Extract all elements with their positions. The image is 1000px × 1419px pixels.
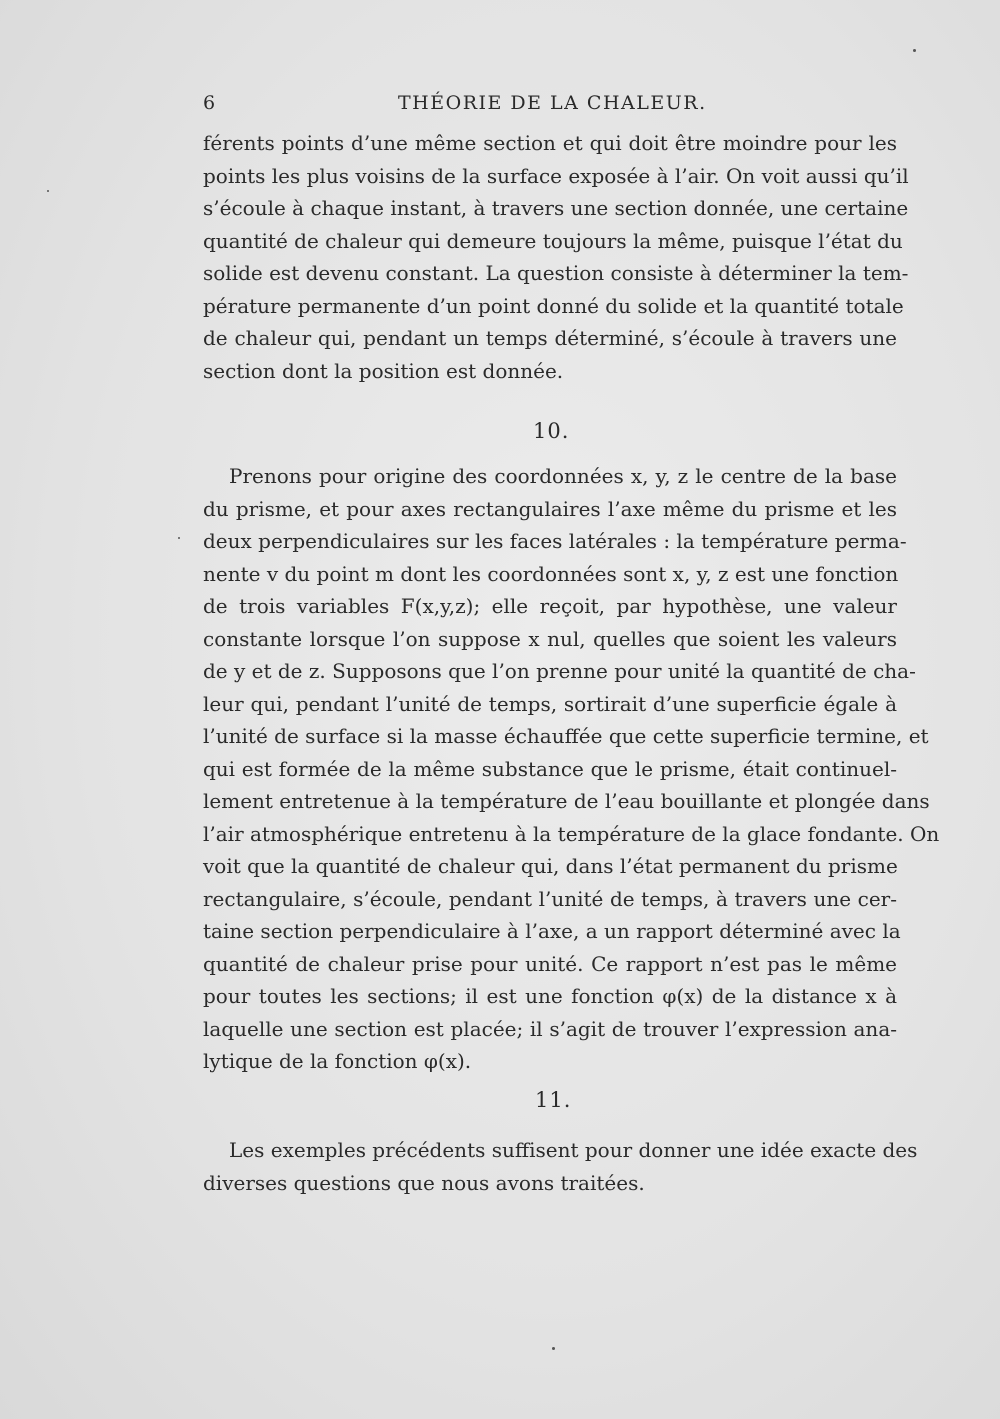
text-line: du prisme, et pour axes rectangulaires l’axe même du prisme et les (203, 496, 897, 521)
text-line: section dont la position est donnée. (203, 358, 564, 383)
text-line: pour toutes les sections; il est une fonction φ(x) de la distance x à (203, 984, 897, 1008)
section-11-paragraph (203, 1134, 918, 1199)
text-line: taine section perpendiculaire à l’axe, a un rapport déterminé avec la (203, 919, 901, 943)
text-line: lement entretenue à la température de l’eau bouillante et plongée dans (203, 789, 930, 813)
text-line: rectangulaire, s’écoule, pendant l’unité de temps, à travers une cer- (203, 886, 897, 911)
text-line: de trois variables F(x,y,z); elle reçoit, par hypothèse, une valeur (203, 594, 897, 618)
text-line: de y et de z. Supposons que l’on prenne pour unité la quantité de cha- (203, 659, 916, 683)
text-line: diverses questions que nous avons traitées. (203, 1170, 645, 1195)
text-line: l’unité de surface si la masse échauffée que cette superficie termine, et (203, 724, 929, 748)
text-line: voit que la quantité de chaleur qui, dans l’état permanent du prisme (203, 854, 898, 878)
text-line: Prenons pour origine des coordonnées x, y, z le centre de la base (229, 464, 897, 488)
page-header (203, 92, 897, 122)
running-title: THÉORIE DE LA CHALEUR. (398, 92, 707, 114)
text-line: laquelle une section est placée; il s’agit de trouver l’expression ana- (203, 1016, 897, 1041)
text-line: constante lorsque l’on suppose x nul, quelles que soient les valeurs (203, 626, 897, 651)
text-line: qui est formée de la même substance que le prisme, était continuel- (203, 756, 897, 781)
paper-speck (552, 1347, 555, 1350)
page-number: 6 (203, 92, 217, 114)
text-line: nente v du point m dont les coordonnées sont x, y, z est une fonction (203, 561, 899, 586)
text-line: solide est devenu constant. La question consiste à déterminer la tem- (203, 261, 909, 285)
text-line: deux perpendiculaires sur les faces latérales : la température perma- (203, 529, 907, 553)
text-line: Les exemples précédents suffisent pour donner une idée exacte des (229, 1138, 918, 1162)
text-line: pérature permanente d’un point donné du solide et la quantité totale (203, 293, 904, 318)
text-line: s’écoule à chaque instant, à travers une section donnée, une certaine (203, 196, 909, 220)
paper-speck (913, 49, 916, 52)
text-line: quantité de chaleur qui demeure toujours la même, puisque l’état du (203, 228, 903, 253)
text-line: leur qui, pendant l’unité de temps, sortirait d’une superficie égale à (203, 691, 897, 716)
text-line: de chaleur qui, pendant un temps déterminé, s’écoule à travers une (203, 326, 897, 350)
text-line: l’air atmosphérique entretenu à la température de la glace fondante. On (203, 821, 940, 846)
paper-speck (47, 190, 49, 192)
section-number-10: 10. (533, 419, 570, 443)
text-line: lytique de la fonction φ(x). (203, 1049, 472, 1073)
paper-speck (178, 537, 180, 539)
paragraph-continuation (203, 127, 909, 387)
text-line: quantité de chaleur prise pour unité. Ce rapport n’est pas le même (203, 951, 897, 976)
section-10-paragraph (203, 460, 940, 1078)
section-number-11: 11. (535, 1088, 572, 1112)
text-line: férents points d’une même section et qui doit être moindre pour les (203, 131, 897, 155)
text-line: points les plus voisins de la surface exposée à l’air. On voit aussi qu’il (203, 163, 909, 188)
